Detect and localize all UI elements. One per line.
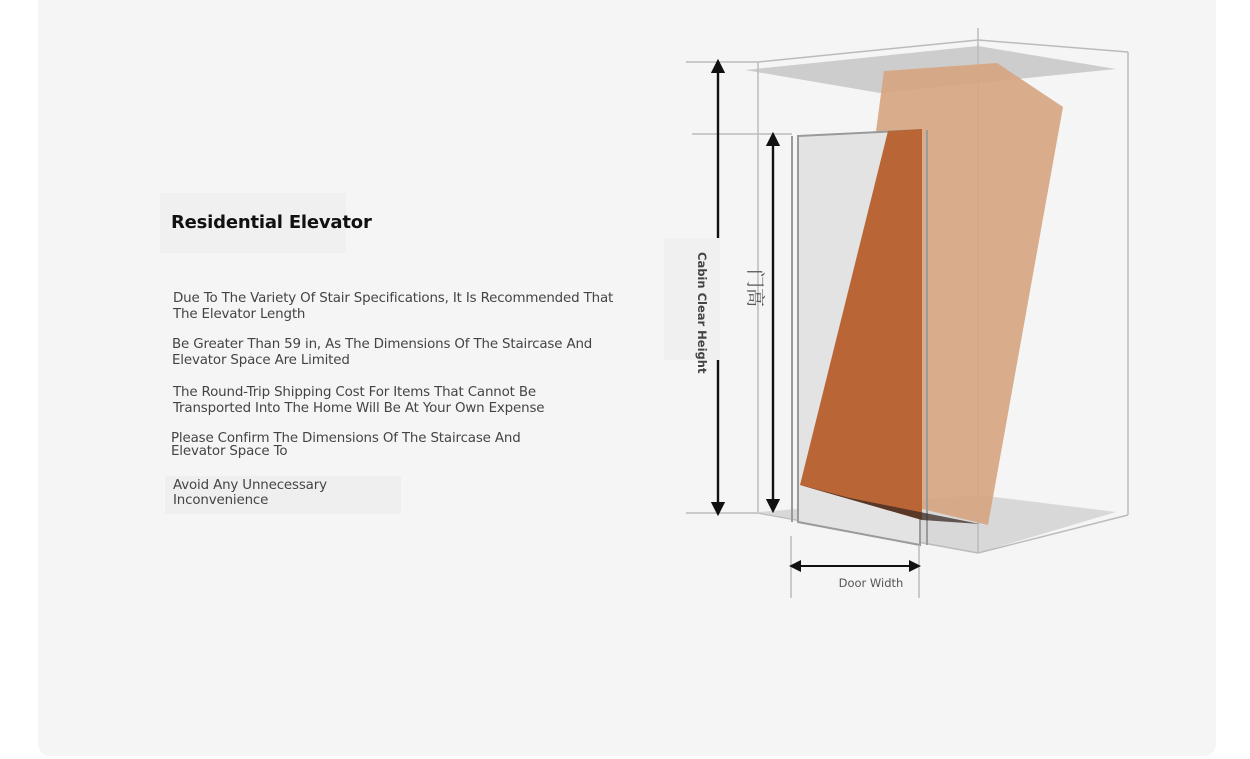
- paragraph-confirm-dimensions: Please Confirm The Dimensions Of The Staircase And Elevator Space To: [171, 431, 521, 459]
- door-height-label: 门高: [744, 269, 766, 308]
- cabin-height-label: Cabin Clear Height: [695, 252, 709, 374]
- page-title: Residential Elevator: [171, 212, 372, 233]
- paragraph-avoid-inconvenience: Avoid Any Unnecessary Inconvenience: [173, 478, 327, 508]
- paragraph-shipping-cost: The Round-Trip Shipping Cost For Items That Cannot Be Transported Into The Home Will Be At Your Own Expense: [173, 385, 545, 416]
- door-width-label: Door Width: [838, 576, 904, 590]
- paragraph-elevator-length: Due To The Variety Of Stair Specifications, It Is Recommended That The Elevator Length: [173, 291, 614, 322]
- paragraph-space-limited: Be Greater Than 59 in, As The Dimensions Of The Staircase And Elevator Space Are Limited: [172, 337, 593, 368]
- cabin-height-label-backdrop: [664, 238, 720, 360]
